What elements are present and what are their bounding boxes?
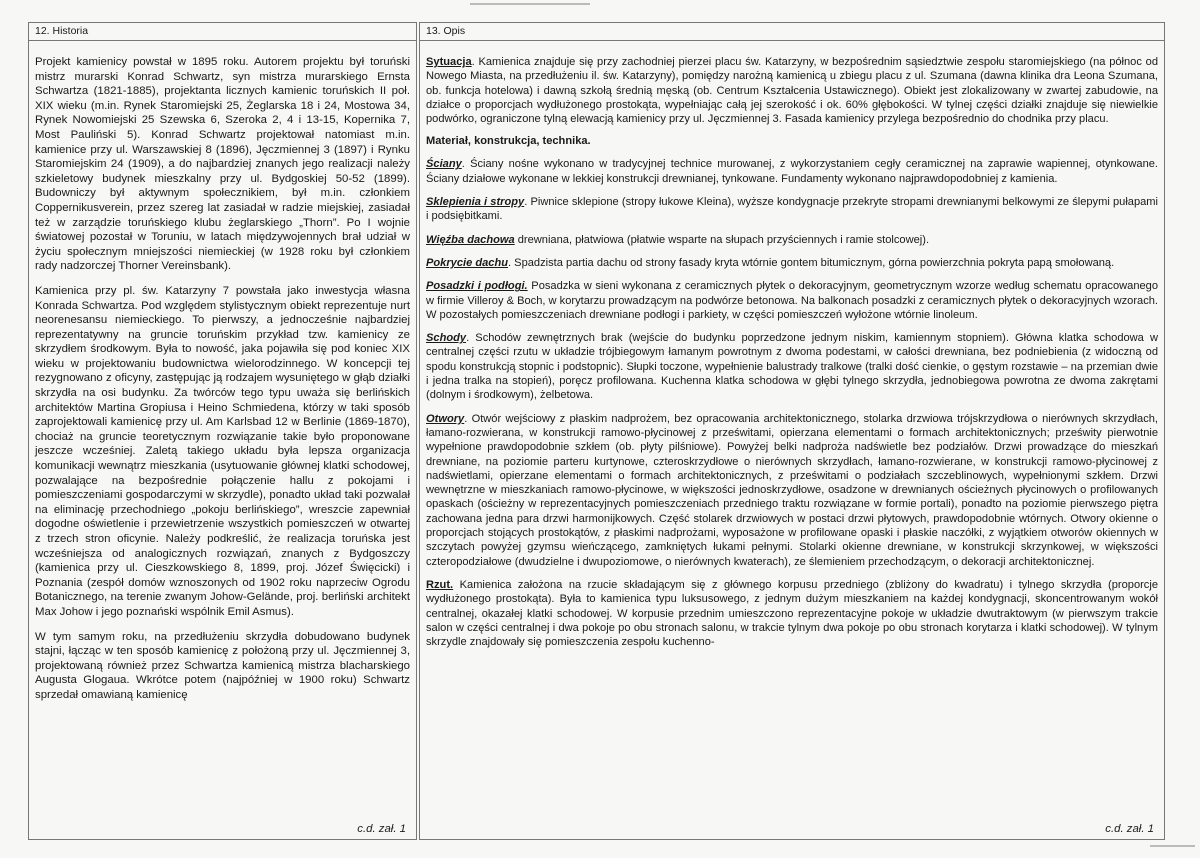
roof-truss-heading: Więźba dachowa — [426, 233, 515, 246]
continued-note: c.d. zał. 1 — [357, 823, 406, 835]
description-header: 13. Opis — [420, 23, 1164, 41]
stairs-paragraph — [426, 331, 1158, 402]
situation-heading: Sytuacja — [426, 56, 472, 68]
walls-heading: Ściany — [426, 158, 462, 171]
roofing-paragraph — [426, 256, 1158, 270]
vaults-text: . Piwnice sklepione (stropy łukowe Kleina), wyższe kondygnacje przekryte stropami drewnianymi belkowymi ze ślepymi pułapami i podsiębitkami. — [426, 196, 1158, 223]
floors-heading: Posadzki i podłogi. — [426, 280, 528, 293]
vaults-paragraph — [426, 195, 1158, 224]
roofing-heading: Pokrycie dachu — [426, 256, 509, 269]
floors-paragraph — [426, 279, 1158, 322]
vaults-heading: Sklepienia i stropy — [426, 196, 525, 209]
history-paragraph: W tym samym roku, na przedłużeniu skrzydła dobudowano budynek stajni, łącząc w ten sposób kamienicę z położoną przy ul. Jęczmiennej 3, projektowaną również przez Schwartza kamienicą mistrza blacharskiego Augusta Glogaua. Wkrótce potem (najpóźniej w 1900 roku) Schwartz sprzedał omawianą kamienicę — [35, 630, 410, 701]
openings-text: . Otwór wejściowy z płaskim nadprożem, bez opracowania architektonicznego, stolarka drzwiowa trójskrzydłowa o nierównych skrzydłach, łamano-rozwierana, w konstrukcji ramowo-płycinowej z prześwitami, opierzana elementami o formach architektonicznych; prześwity pierwotnie wypełnione prawdopodobnie szkłem (ob. płyty pilśniowe). Powyżej belki nadproża nadświetle bez podziałów. Drzwi prowadzące do mieszkań drewniane, na poziomie parteru kurtynowe, czteroskrzydłowe o nierównych skrzydłach, łamano-rozwierane, w konstrukcji ramowo-płycinowej z nadświetlami, opierzane elementami o formach architektonicznych, z prześwitami o podziałach szczeblinowych, wypełnionymi szkłem. Drzwi wewnętrzne w mieszkaniach ramowo-płycinowe, w większości jednoskrzydłowe, osadzone w drewnianych ościeżnych płycinowych o profilowanych opaskach (ościeżny w reprezentacyjnych pomieszczeniach przedniego traktu rozwiązane w formie portali), ponadto na poziomie pierwszego piętra zachowana jedna para drzwi harmonijkowych. Część stolarek drzwiowych w postaci drzwi płytowych, prawdopodobnie wtórnych. Otwory okienne o proporcjach stojących prostokątów, z płaskimi nadprożami, wyposażone w profilowane opaski i płaskie naczółki, z wyjątkiem otworów okiennych w szczytach powyżej gzymsu wieńczącego, zamkniętych łukami pełnymi. Stolarki okienne drewniane, w konstrukcji skrzynkowej, w większości czteropodziałowe (dwudzielne i dwupoziomowe, o nierównych kwaterach), ze ślemieniem przechodzącym, o dekoracji architektonicznej. — [426, 412, 1158, 568]
openings-paragraph — [426, 412, 1158, 569]
walls-text: . Ściany nośne wykonano w tradycyjnej technice murowanej, z wykorzystaniem cegły ceramicznej na zaprawie wapiennej, otynkowane. Ściany działowe wykonane w lekkiej konstrukcji drewnianej, tynkowane. Fundamenty wykonano najprawdopodobniej z kamienia. — [426, 158, 1158, 185]
openings-heading: Otwory — [426, 412, 465, 425]
history-paragraph: Kamienica przy pl. św. Katarzyny 7 powstała jako inwestycja własna Konrada Schwartza. Pod względem stylistycznym obiekt reprezentuje nurt neorenesansu niemieckiego. To pierwszy, a jednocześnie najbardziej reprezentatywny na gruncie toruńskim przykład tzw. kamienicy ze skrzydłem środkowym. Była to nowość, jaka pojawiła się pod koniec XIX wieku w projektowaniu budownictwa wielorodzinnego. W koncepcji tej rezygnowano z oficyny, zastępując ją rodzajem wysuniętego w głąb działki skrzydła na osi budynku. Za twórców tego typu uważa się berlińskich architektów Martina Gropiusa i Heino Schmiedena, którzy w taki sposób zaprojektowali kamienicę przy ul. Am Karlsbad 12 w Berlinie (1869-1870), chociaż na gruncie teoretycznym rozwiązanie takie było proponowane jeszcze wcześniej. Zaletą takiego układu była lepsza organizacja komunikacji wewnątrz mieszkania (usytuowanie głównej klatki schodowej, pozwalające na bezpośrednie połączenie hallu z pokojami i pomieszczeniami gospodarczymi w skrzydle), ponadto układ taki pozwalał na eliminację przechodniego „pokoju berlińskiego”, wreszcie zapewniał dogodne oświetlenie i przewietrzenie wszystkich pomieszczeń w otwartej z trzech stron oficynie. Należy podkreślić, że realizacja toruńska jest wcześniejsza od analogicznych rozwiązań, znanych z Bydgoszczy (kamienica przy ul. Cieszkowskiego 8, 1899, proj. Józef Święcicki) i Poznania (zespół domów wznoszonych od 1902 roku naprzeciw Ogrodu Botanicznego, na terenie zwanym Johow-Gelände, proj. berliński architekt Max Johow i jego poznański wspólnik Emil Asmus). — [35, 284, 410, 618]
section-title: Materiał, konstrukcja, technika. — [426, 135, 591, 148]
scan-artifact — [1150, 845, 1195, 847]
plan-heading: Rzut. — [426, 578, 454, 591]
stairs-heading: Schody — [426, 332, 467, 345]
scan-artifact — [470, 3, 590, 5]
situation-text: . Kamienica znajduje się przy zachodniej pierzei placu św. Katarzyny, w bezpośrednim sąsiedztwie zespołu staromiejskiego (na północ od Nowego Miasta, na przedłużeniu il. św. Katarzyny), pomiędzy narożną kamienicą u zbiegu placu z ul. Szumana (dawna klinika dra Leona Szumana, ob. funkcja hotelowa) i dawną szkołą średnią męską (ob. Centrum Kształcenia Ustawicznego). Obiekt jest zlokalizowany w zwartej zabudowie, na działce o proporcjach wydłużonego prostokąta, wypełniając całą jej szerokość i ok. 60% głębokości. W tylnej części działki znajduje się niewielkie podwórko, ograniczone tylną elewacją kamienicy przy ul. Jęczmiennej 3. Fasada kamienicy przylega bezpośrednio do chodnika przy placu. — [426, 56, 1158, 126]
roof-truss-text: drewniana, płatwiowa (płatwie wsparte na słupach przyściennych i ramie stolcowej). — [514, 233, 930, 246]
stairs-text: . Schodów zewnętrznych brak (wejście do budynku poprzedzone jednym niskim, kamiennym stopniem). Główna klatka schodowa w centralnej części rzutu w układzie trójbiegowym łamanym powrotnym z dwoma podestami, w całości drewniana, bez podniebienia (z widoczną od spodu konstrukcją stopnic i podstopnic). Słupki toczone, wypełnienie balustrady tralkowe (tralki dość cienkie, o gęstym rozstawie – na przemian dwie i jedna tralka na stopień), poręcz profilowana. Kuchenna klatka schodowa w głębi tylnego skrzydła, jednobiegowa powrotna ze dwoma zakrętami (dolnym i środkowym), żelbetowa. — [426, 332, 1158, 402]
description-column — [419, 22, 1165, 840]
continued-note: c.d. zał. 1 — [1105, 823, 1154, 835]
floors-text: Posadzka w sieni wykonana z ceramicznych płytek o dekoracyjnym, geometrycznym wzorze według schematu opracowanego w firmie Villeroy & Boch, w korytarzu prowadzącym na podwórze betonowa. Na balkonach posadzki z ceramicznych płytek o dekoracyjnych wzorach. W pozostałych pomieszczeniach drewniane podłogi i parkiety, w części pomieszczeń wyłożone wtórnie linoleum. — [426, 280, 1158, 321]
plan-paragraph — [426, 578, 1158, 649]
plan-text: Kamienica założona na rzucie składającym się z głównego korpusu przedniego (zbliżony do kwadratu) i tylnego skrzydła (proporcje wydłużonego prostokąta). Była to kamienica typu luksusowego, z jednym dużym mieszkaniem na każdej kondygnacji, skoncentrowanym wokół centralnej, okazałej klatki schodowej. W korpusie przednim umieszczono reprezentacyjne pokoje w układzie dwutraktowym (w pierwszym trakcie salon w części centralnej i dwa pokoje po obu stronach salonu, w trakcie tylnym dwa pokoje po obu stronach korytarza i klatki schodowej). W tylnym skrzydle znajdowały się pomieszczenia zespołu kuchenno- — [426, 578, 1158, 649]
situation-paragraph — [426, 55, 1158, 126]
history-column — [28, 22, 417, 840]
roofing-text: . Spadzista partia dachu od strony fasady kryta wtórnie gontem bitumicznym, górna powierzchnia pokryta papą smołowaną. — [508, 256, 1115, 269]
roof-truss-paragraph — [426, 233, 1158, 247]
history-header: 12. Historia — [29, 23, 416, 41]
history-paragraph: Projekt kamienicy powstał w 1895 roku. Autorem projektu był toruński mistrz murarski Konrad Schwartz, syn mistrza murarskiego Ernsta Schwartza (1821-1885), projektanta licznych kamienic toruńskich II poł. XIX wieku (m.in. Rynek Staromiejski 25, Żeglarska 18 i 24, Mostowa 34, Rynek Nowomiejski 25 Szewska 6, Szeroka 2, 4 i 13-15, Kopernika 7, Most Pauliński 5). Konrad Schwartz projektował natomiast m.in. kamienice przy ul. Warszawskiej 8 (1896), Jęczmiennej 3 (1897) i Rynku Staromiejskim 24 (1909), a do najbardziej znanych jego realizacji należy szkieletowy budynek mieszkalny przy ul. Bydgoskiej 50-52 (1899). Budowniczy był aktywnym społecznikiem, był m.in. członkiem Coppernikusverein, przez szereg lat zasiadał w radzie miejskiej, zasiadał też w zarządzie toruńskiego klubu żeglarskiego „Thorn”. Po I wojnie światowej pozostał w Toruniu, w latach międzywojennych brał udział w życiu społecznym mniejszości niemieckiej (w 1928 roku był członkiem rady nadzorczej Thorner Vereinsbank). — [35, 56, 410, 273]
walls-paragraph — [426, 157, 1158, 186]
